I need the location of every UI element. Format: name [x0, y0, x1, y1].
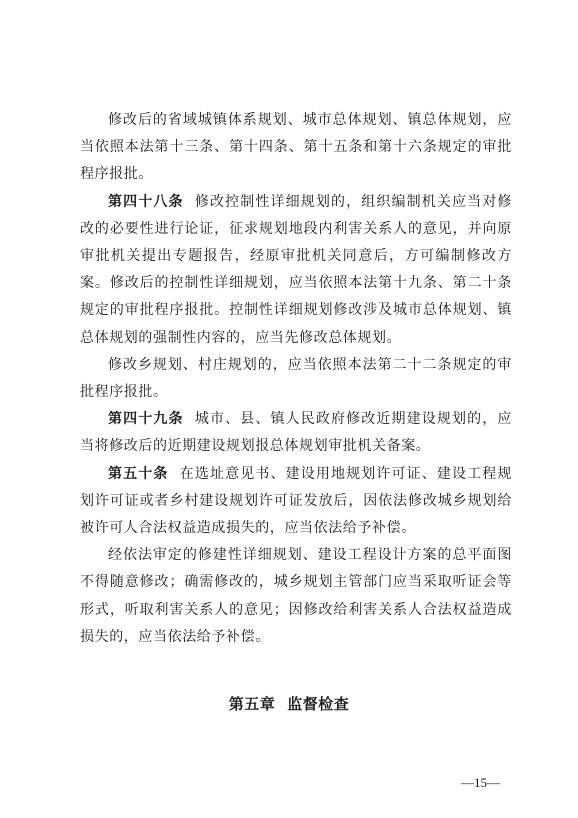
- paragraph-article-50: [80, 461, 512, 543]
- paragraph-text: 修改后的省域城镇体系规划、城市总体规划、镇总体规划，应当依照本法第十三条、第十四条、第十五条和第十六条规定的审批程序报批。: [80, 112, 512, 183]
- paragraph-text: 修改控制性详细规划的，组织编制机关应当对修改的必要性进行论证，征求规划地段内利害关系人的意见，并向原审批机关提出专题报告，经原审批机关同意后，方可编制修改方案。修改后的控制性详细规划，应当依照本法第十九条、第二十条规定的审批程序报批。控制性详细规划修改涉及城市总体规划、镇总体规划的强制性内容的，应当先修改总体规划。: [80, 193, 512, 346]
- paragraph-3: [80, 352, 512, 406]
- paragraph-article-48: [80, 189, 512, 352]
- paragraph-text: 修改乡规划、村庄规划的，应当依照本法第二十二条规定的审批程序报批。: [80, 356, 512, 401]
- paragraph-text: 经依法审定的修建性详细规划、建设工程设计方案的总平面图不得随意修改；确需修改的，城乡规划主管部门应当采取听证会等形式，听取利害关系人的意见；因修改给利害关系人合法权益造成损失的，应当依法给予补偿。: [80, 547, 512, 645]
- chapter-number: 第五章: [228, 695, 276, 713]
- paragraph-text: 在选址意见书、建设用地规划许可证、建设工程规划许可证或者乡村建设规划许可证发放后，因依法修改城乡规划给被许可人合法权益造成损失的，应当依法给予补偿。: [80, 465, 512, 537]
- chapter-title: 监督检查: [287, 695, 350, 713]
- paragraph-1: [80, 107, 512, 189]
- article-heading: 第五十条: [108, 465, 169, 482]
- page-number: —15—: [461, 775, 500, 790]
- paragraph-6: [80, 542, 512, 651]
- article-heading: 第四十八条: [108, 193, 184, 210]
- paragraph-text: 城市、县、镇人民政府修改近期建设规划的，应当将修改后的近期建设规划报总体规划审批机关备案。: [80, 411, 512, 455]
- body-text: [80, 107, 512, 651]
- paragraph-article-49: [80, 406, 512, 460]
- article-heading: 第四十九条: [108, 411, 184, 428]
- chapter-heading: [0, 693, 578, 714]
